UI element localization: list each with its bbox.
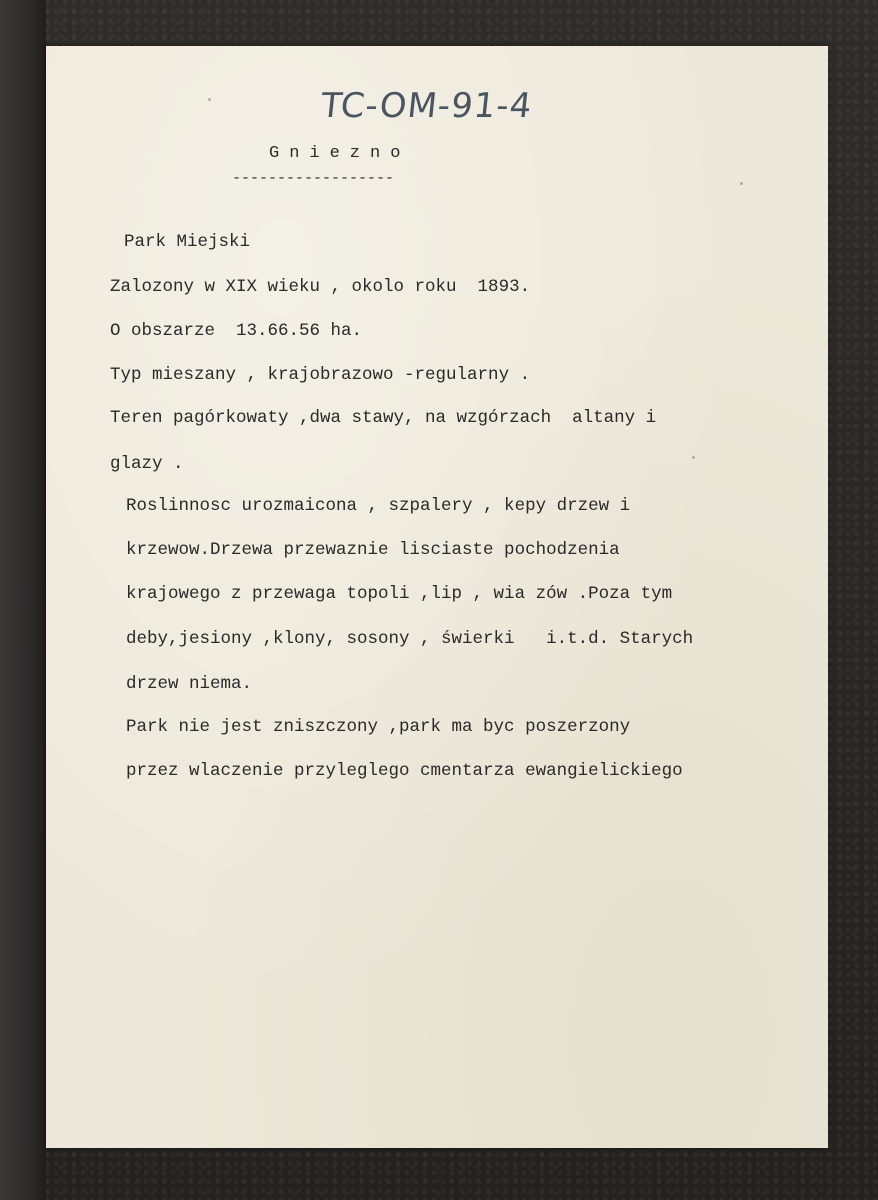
background-strip bbox=[0, 0, 46, 1200]
text-line: Roslinnosc urozmaicona , szpalery , kepy drzew i bbox=[126, 496, 631, 516]
handwritten-reference-code: TC-OM-91-4 bbox=[318, 86, 535, 126]
paper-speck bbox=[740, 182, 743, 185]
paper-speck bbox=[208, 98, 211, 101]
text-line: przez wlaczenie przyleglego cmentarza ewangielickiego bbox=[126, 761, 683, 781]
text-line: krzewow.Drzewa przewaznie lisciaste pochodzenia bbox=[126, 540, 620, 560]
text-line: Typ mieszany , krajobrazowo -regularny . bbox=[110, 365, 531, 385]
heading-underline: ------------------ bbox=[232, 170, 395, 187]
document-heading: Gniezno bbox=[269, 144, 411, 163]
text-line: Park Miejski bbox=[124, 232, 251, 252]
text-line: Park nie jest zniszczony ,park ma byc poszerzony bbox=[126, 717, 631, 737]
text-line: Teren pagórkowaty ,dwa stawy, na wzgórzach altany i bbox=[110, 408, 657, 428]
text-line: glazy . bbox=[110, 454, 184, 474]
text-line: krajowego z przewaga topoli ,lip , wia zów .Poza tym bbox=[126, 584, 673, 604]
text-line: Zalozony w XIX wieku , okolo roku 1893. bbox=[110, 277, 531, 297]
text-line: drzew niema. bbox=[126, 674, 253, 694]
paper-speck bbox=[692, 456, 695, 459]
document-page bbox=[46, 46, 828, 1148]
text-line: deby,jesiony ,klony, sosony , świerki i.t.d. Starych bbox=[126, 629, 694, 649]
text-line: O obszarze 13.66.56 ha. bbox=[110, 321, 363, 341]
